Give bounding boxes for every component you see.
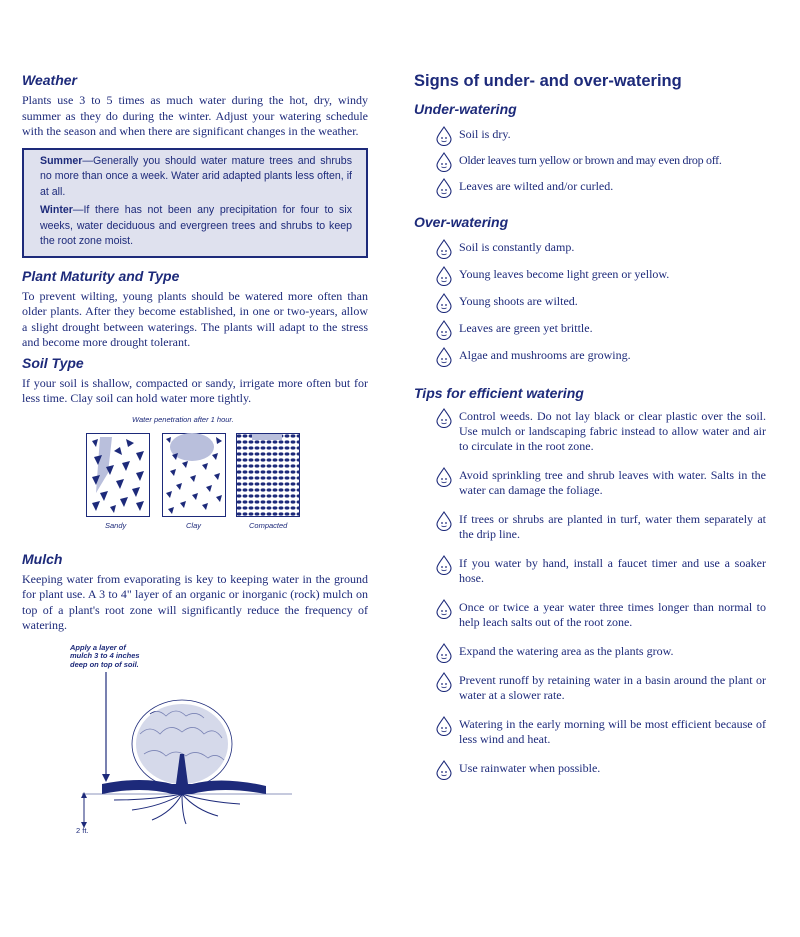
- water-drop-face-icon: [435, 347, 453, 367]
- winter-paragraph: [40, 203, 352, 250]
- compacted-soil-diagram: [236, 433, 300, 517]
- list-item-text: Leaves are green yet brittle.: [459, 321, 593, 335]
- sandy-soil-diagram: [86, 433, 150, 517]
- list-item: [414, 321, 766, 336]
- list-item-text: Once or twice a year water three times longer than normal to help leach salts out of the root zone.: [459, 600, 766, 629]
- over-watering-heading: Over-watering: [414, 214, 509, 230]
- water-drop-face-icon: [435, 239, 453, 259]
- maturity-body: To prevent wilting, young plants should be watered more often than older plants. After they become established, in one or two-years, allow a slight drought between waterings. The plants will adapt to the stress and become more drought tolerant.: [22, 288, 368, 349]
- list-item: [414, 153, 766, 168]
- summer-paragraph: [40, 154, 352, 201]
- water-drop-face-icon: [435, 152, 453, 172]
- water-drop-face-icon: [435, 643, 453, 663]
- soil-figure-caption: Water penetration after 1 hour.: [132, 414, 234, 424]
- list-item-text: Use rainwater when possible.: [459, 761, 601, 775]
- water-drop-face-icon: [435, 760, 453, 780]
- seasonal-callout-box: [22, 148, 368, 258]
- clay-soil-diagram: [162, 433, 226, 517]
- list-item: [414, 409, 766, 454]
- water-drop-face-icon: [435, 126, 453, 146]
- soil-heading: Soil Type: [22, 354, 84, 371]
- mulch-figure: [22, 644, 368, 844]
- water-drop-face-icon: [435, 599, 453, 619]
- mulch-note-line-2: mulch 3 to 4 inches: [70, 651, 140, 660]
- mulch-note-line-3: deep on top of soil.: [70, 659, 139, 669]
- list-item: [414, 127, 766, 142]
- water-drop-face-icon: [435, 408, 453, 428]
- list-item: [414, 717, 766, 747]
- list-item-text: Soil is dry.: [459, 127, 511, 141]
- list-item: [414, 556, 766, 586]
- list-item-text: Young shoots are wilted.: [459, 294, 578, 308]
- list-item-text: Algae and mushrooms are growing.: [459, 348, 631, 362]
- list-item: [414, 644, 766, 659]
- mulch-heading: Mulch: [22, 550, 63, 567]
- soil-penetration-figure: [22, 415, 368, 543]
- depth-label: 2 ft.: [76, 825, 89, 835]
- list-item: [414, 179, 766, 194]
- maturity-heading: Plant Maturity and Type: [22, 267, 180, 284]
- list-item-text: Watering in the early morning will be most efficient because of less wind and heat.: [459, 717, 766, 746]
- water-drop-face-icon: [435, 467, 453, 487]
- list-item-text: Expand the watering area as the plants grow.: [459, 644, 674, 658]
- over-watering-list: [414, 240, 766, 363]
- under-watering-list: [414, 127, 766, 194]
- clay-label: Clay: [186, 520, 202, 530]
- tips-heading: Tips for efficient watering: [414, 385, 584, 401]
- list-item-text: Soil is constantly damp.: [459, 240, 575, 254]
- mulch-note-line-1: Apply a layer of: [70, 642, 126, 652]
- right-column: [414, 72, 766, 790]
- list-item: [414, 673, 766, 703]
- under-watering-heading: Under-watering: [414, 101, 517, 117]
- list-item-text: Control weeds. Do not lay black or clear plastic over the soil. Use mulch or landscaping fabric instead to allow water and air to circulate in the root zone.: [459, 409, 766, 453]
- summer-text: —Generally you should water mature trees and shrubs no more than once a week. Water arid adapted plants less often, if at all.: [40, 154, 352, 198]
- sandy-label: Sandy: [105, 520, 127, 530]
- list-item-text: Young leaves become light green or yellow.: [459, 267, 670, 281]
- water-drop-face-icon: [435, 672, 453, 692]
- water-drop-face-icon: [435, 293, 453, 313]
- list-item: [414, 468, 766, 498]
- water-drop-face-icon: [435, 716, 453, 736]
- list-item: [414, 348, 766, 363]
- water-drop-face-icon: [435, 178, 453, 198]
- mulch-tree-diagram: [22, 644, 368, 844]
- list-item: [414, 240, 766, 255]
- list-item-text: If trees or shrubs are planted in turf, water them separately at the drip line.: [459, 512, 766, 541]
- list-item: [414, 761, 766, 776]
- signs-title: Signs of under- and over-watering: [414, 72, 682, 90]
- list-item-text: Leaves are wilted and/or curled.: [459, 179, 614, 193]
- list-item-text: Older leaves turn yellow or brown and may even drop off.: [459, 153, 722, 167]
- winter-text: —If there has not been any precipitation for four to six weeks, water deciduous and evergreen trees and shrubs to keep the root zone moist.: [40, 204, 352, 247]
- water-drop-face-icon: [435, 320, 453, 340]
- tips-list: [414, 409, 766, 776]
- mulch-body: Keeping water from evaporating is key to keeping water in the ground for plant use. A 3 to 4" layer of an organic or inorganic (rock) mulch on top of a plant's root zone will significantly reduce the frequency of watering.: [22, 571, 368, 632]
- list-item: [414, 600, 766, 630]
- list-item: [414, 294, 766, 309]
- soil-body: If your soil is shallow, compacted or sandy, irrigate more often but for less time. Clay soil can hold water more tightly.: [22, 375, 368, 405]
- left-column: [22, 72, 368, 844]
- list-item: [414, 267, 766, 282]
- winter-label: Winter: [40, 204, 73, 216]
- compacted-label: Compacted: [249, 520, 288, 530]
- list-item-text: Prevent runoff by retaining water in a basin around the plant or water at a slower rate.: [459, 673, 766, 702]
- weather-heading: Weather: [22, 72, 77, 88]
- water-drop-face-icon: [435, 266, 453, 286]
- water-drop-face-icon: [435, 511, 453, 531]
- list-item-text: If you water by hand, install a faucet timer and use a soaker hose.: [459, 556, 766, 585]
- summer-label: Summer: [40, 154, 83, 167]
- list-item: [414, 512, 766, 542]
- list-item-text: Avoid sprinkling tree and shrub leaves with water. Salts in the water can damage the foliage.: [459, 468, 766, 497]
- water-drop-face-icon: [435, 555, 453, 575]
- weather-body: Plants use 3 to 5 times as much water during the hot, dry, windy summer as they do during the winter. Adjust your watering schedule with the season and when there are significant changes in the weather.: [22, 93, 368, 138]
